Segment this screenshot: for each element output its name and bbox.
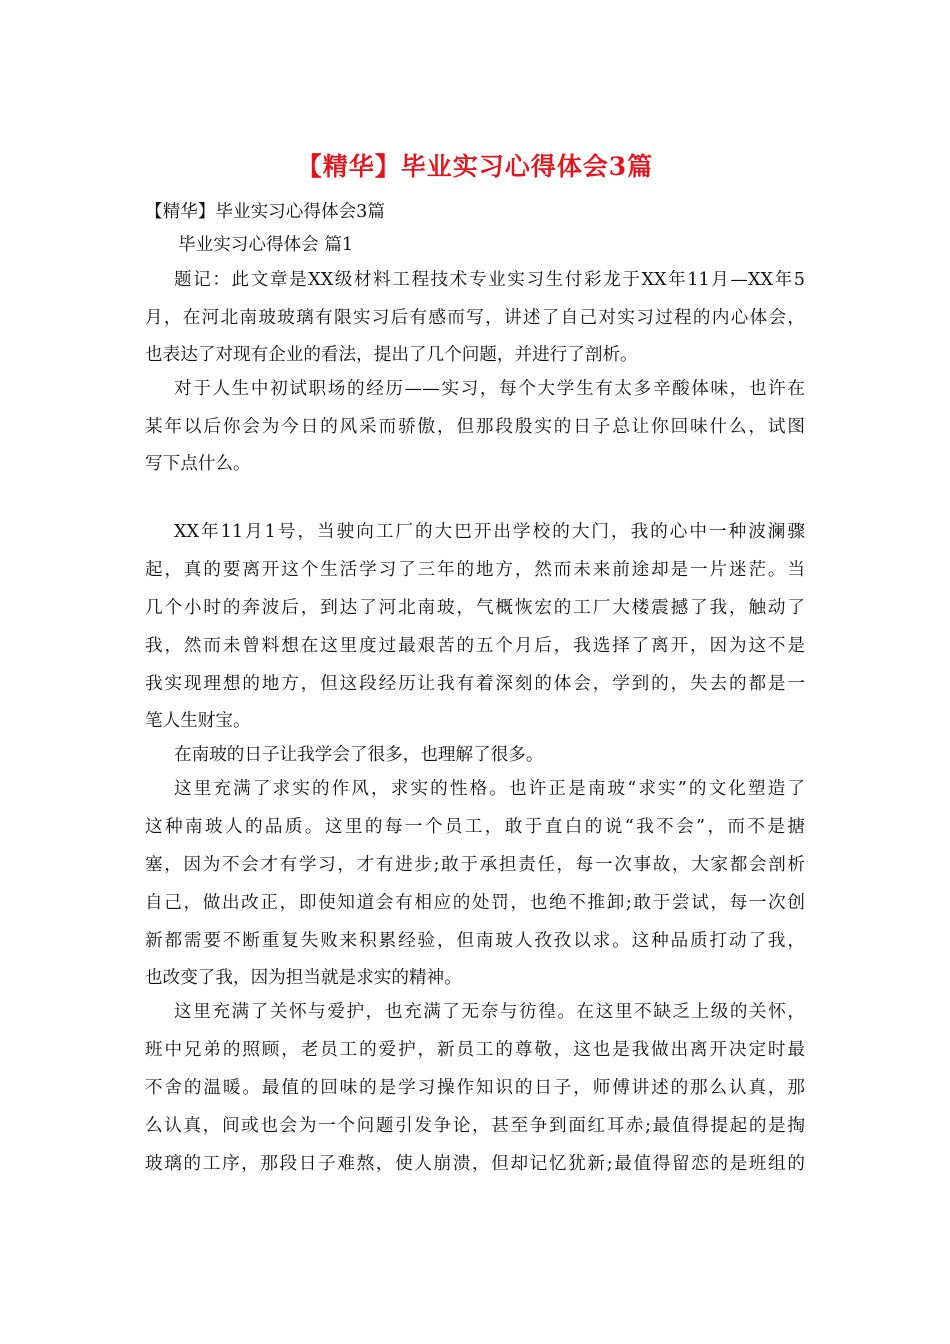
paragraph-line: 某年以后你会为今日的风采而骄傲，但那段殷实的日子总让你回味什么，试图: [145, 417, 805, 437]
paragraph-line: 自己，做出改正，即使知道会有相应的处罚，也绝不推卸;敢于尝试，每一次创: [145, 893, 805, 913]
paragraph-line: 这里充满了求实的作风，求实的性格。也许正是南玻“求实”的文化塑造了: [174, 779, 805, 799]
paragraph-line: 这种南玻人的品质。这里的每一个员工，敢于直白的说“我不会”，而不是搪: [145, 817, 805, 837]
paragraph-line: 月，在河北南玻玻璃有限实习后有感而写，讲述了自己对实习过程的内心体会，: [145, 308, 805, 328]
paragraph-line: 也改变了我，因为担当就是求实的精神。: [145, 968, 462, 988]
paragraph-line: XX年11月1号，当驶向工厂的大巴开出学校的大门，我的心中一种波澜骤: [174, 522, 805, 542]
paragraph-line: 在南玻的日子让我学会了很多，也理解了很多。: [174, 745, 544, 765]
section-heading: 毕业实习心得体会 篇1: [178, 235, 354, 255]
paragraph-line: 笔人生财宝。: [145, 711, 251, 731]
paragraph-line: 不舍的温暖。最值的回味的是学习操作知识的日子，师傅讲述的那么认真，那: [145, 1078, 805, 1098]
paragraph-line: 对于人生中初试职场的经历——实习，每个大学生有太多辛酸体味，也许在: [174, 379, 805, 399]
paragraph-line: 这里充满了关怀与爱护，也充满了无奈与彷徨。在这里不缺乏上级的关怀，: [174, 1002, 805, 1022]
paragraph-line: 我，然而未曾料想在这里度过最艰苦的五个月后，我选择了离开，因为这不是: [145, 636, 805, 656]
paragraph-line: 我实现理想的地方，但这段经历让我有着深刻的体会，学到的，失去的都是一: [145, 674, 805, 694]
paragraph-line: 班中兄弟的照顾，老员工的爱护，新员工的尊敬，这也是我做出离开决定时最: [145, 1040, 805, 1060]
paragraph-line: 题记：此文章是XX级材料工程技术专业实习生付彩龙于XX年11月—XX年5: [174, 270, 805, 290]
paragraph-line: 写下点什么。: [145, 454, 251, 474]
document-title: 【精华】毕业实习心得体会3篇: [296, 152, 654, 181]
document-subtitle: 【精华】毕业实习心得体会3篇: [145, 202, 385, 222]
paragraph-line: 么认真，间或也会为一个问题引发争论，甚至争到面红耳赤;最值得提起的是掏: [145, 1116, 805, 1136]
paragraph-line: 起，真的要离开这个生活学习了三年的地方，然而未来前途却是一片迷茫。当: [145, 560, 805, 580]
paragraph-line: 塞，因为不会才有学习，才有进步;敢于承担责任，每一次事故，大家都会剖析: [145, 855, 805, 875]
paragraph-line: 几个小时的奔波后，到达了河北南玻，气概恢宏的工厂大楼震撼了我，触动了: [145, 598, 805, 618]
paragraph-line: 玻璃的工序，那段日子难熬，使人崩溃，但却记忆犹新;最值得留恋的是班组的: [145, 1154, 805, 1174]
paragraph-line: 新都需要不断重复失败来积累经验，但南玻人孜孜以求。这种品质打动了我，: [145, 931, 805, 951]
paragraph-line: 也表达了对现有企业的看法，提出了几个问题，并进行了剖析。: [145, 345, 638, 365]
